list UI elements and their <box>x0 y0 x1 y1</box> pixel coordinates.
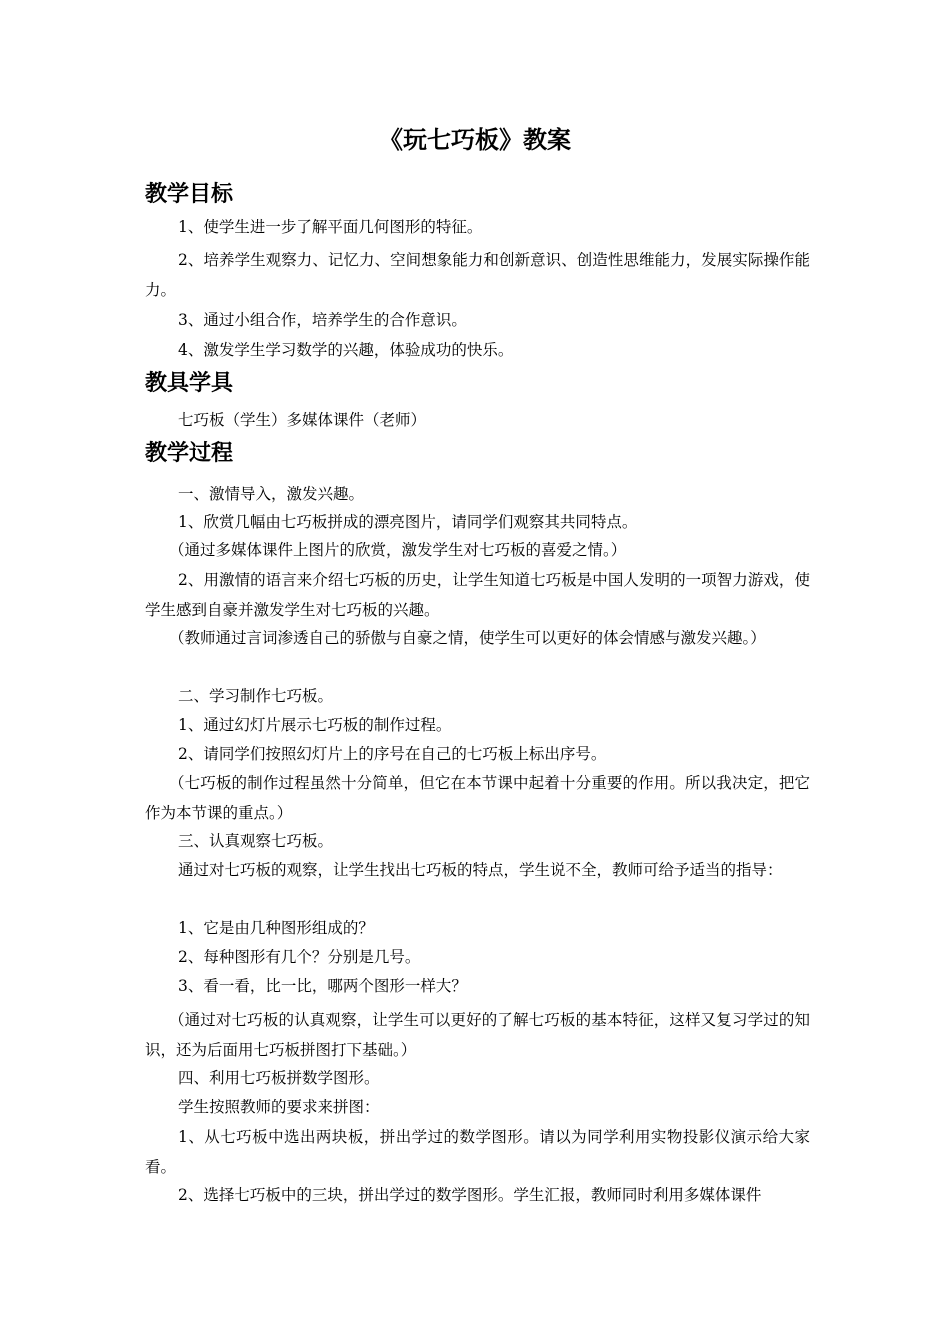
goal-item: 1、使学生进一步了解平面几何图形的特征。 <box>178 218 483 236</box>
process-paragraph: 一、激情导入，激发兴趣。 <box>178 485 365 503</box>
goal-item: 2、培养学生观察力、记忆力、空间想象能力和创新意识、创造性思维能力，发展实际操作能力。 <box>145 251 810 299</box>
process-note: （教师通过言词渗透自己的骄傲与自豪之情，使学生可以更好的体会情感与激发兴趣。） <box>169 629 766 647</box>
process-paragraph: 2、请同学们按照幻灯片上的序号在自己的七巧板上标出序号。 <box>178 745 607 763</box>
process-paragraph: 3、看一看，比一比，哪两个图形一样大？ <box>178 977 467 995</box>
heading-teaching-goals: 教学目标 <box>145 182 234 207</box>
heading-materials: 教具学具 <box>145 371 234 396</box>
goal-item: 3、通过小组合作，培养学生的合作意识。 <box>178 311 467 329</box>
materials-text: 七巧板（学生）多媒体课件（老师） <box>178 411 427 429</box>
process-note: （通过对七巧板的认真观察，让学生可以更好的了解七巧板的基本特征，这样又复习学过的知识，还为后面用七巧板拼图打下基础。） <box>145 1011 810 1059</box>
process-paragraph: 通过对七巧板的观察，让学生找出七巧板的特点，学生说不全，教师可给予适当的指导： <box>178 861 783 879</box>
process-paragraph: 学生按照教师的要求来拼图： <box>178 1098 380 1116</box>
process-paragraph: 2、用激情的语言来介绍七巧板的历史，让学生知道七巧板是中国人发明的一项智力游戏，使学生感到自豪并激发学生对七巧板的兴趣。 <box>145 571 810 619</box>
process-paragraph: 1、欣赏几幅由七巧板拼成的漂亮图片，请同学们观察其共同特点。 <box>178 513 638 531</box>
process-paragraph: 三、认真观察七巧板。 <box>178 832 334 850</box>
document-title: 《玩七巧板》教案 <box>379 126 571 154</box>
process-paragraph: 2、每种图形有几个？分别是几号。 <box>178 948 421 966</box>
process-paragraph: 二、学习制作七巧板。 <box>178 687 334 705</box>
process-note: （通过多媒体课件上图片的欣赏，激发学生对七巧板的喜爱之情。） <box>169 541 627 559</box>
process-paragraph: 四、利用七巧板拼数学图形。 <box>178 1069 380 1087</box>
heading-teaching-process: 教学过程 <box>145 441 234 466</box>
process-paragraph: 2、选择七巧板中的三块，拼出学过的数学图形。学生汇报，教师同时利用多媒体课件 <box>178 1186 762 1204</box>
process-paragraph: 1、从七巧板中选出两块板，拼出学过的数学图形。请以为同学利用实物投影仪演示给大家看。 <box>145 1128 810 1176</box>
goal-item: 4、激发学生学习数学的兴趣，体验成功的快乐。 <box>178 341 514 359</box>
process-paragraph: 1、它是由几种图形组成的？ <box>178 919 374 937</box>
process-paragraph: 1、通过幻灯片展示七巧板的制作过程。 <box>178 716 452 734</box>
process-note: （七巧板的制作过程虽然十分简单，但它在本节课中起着十分重要的作用。所以我决定，把它作为本节课的重点。） <box>145 774 810 822</box>
